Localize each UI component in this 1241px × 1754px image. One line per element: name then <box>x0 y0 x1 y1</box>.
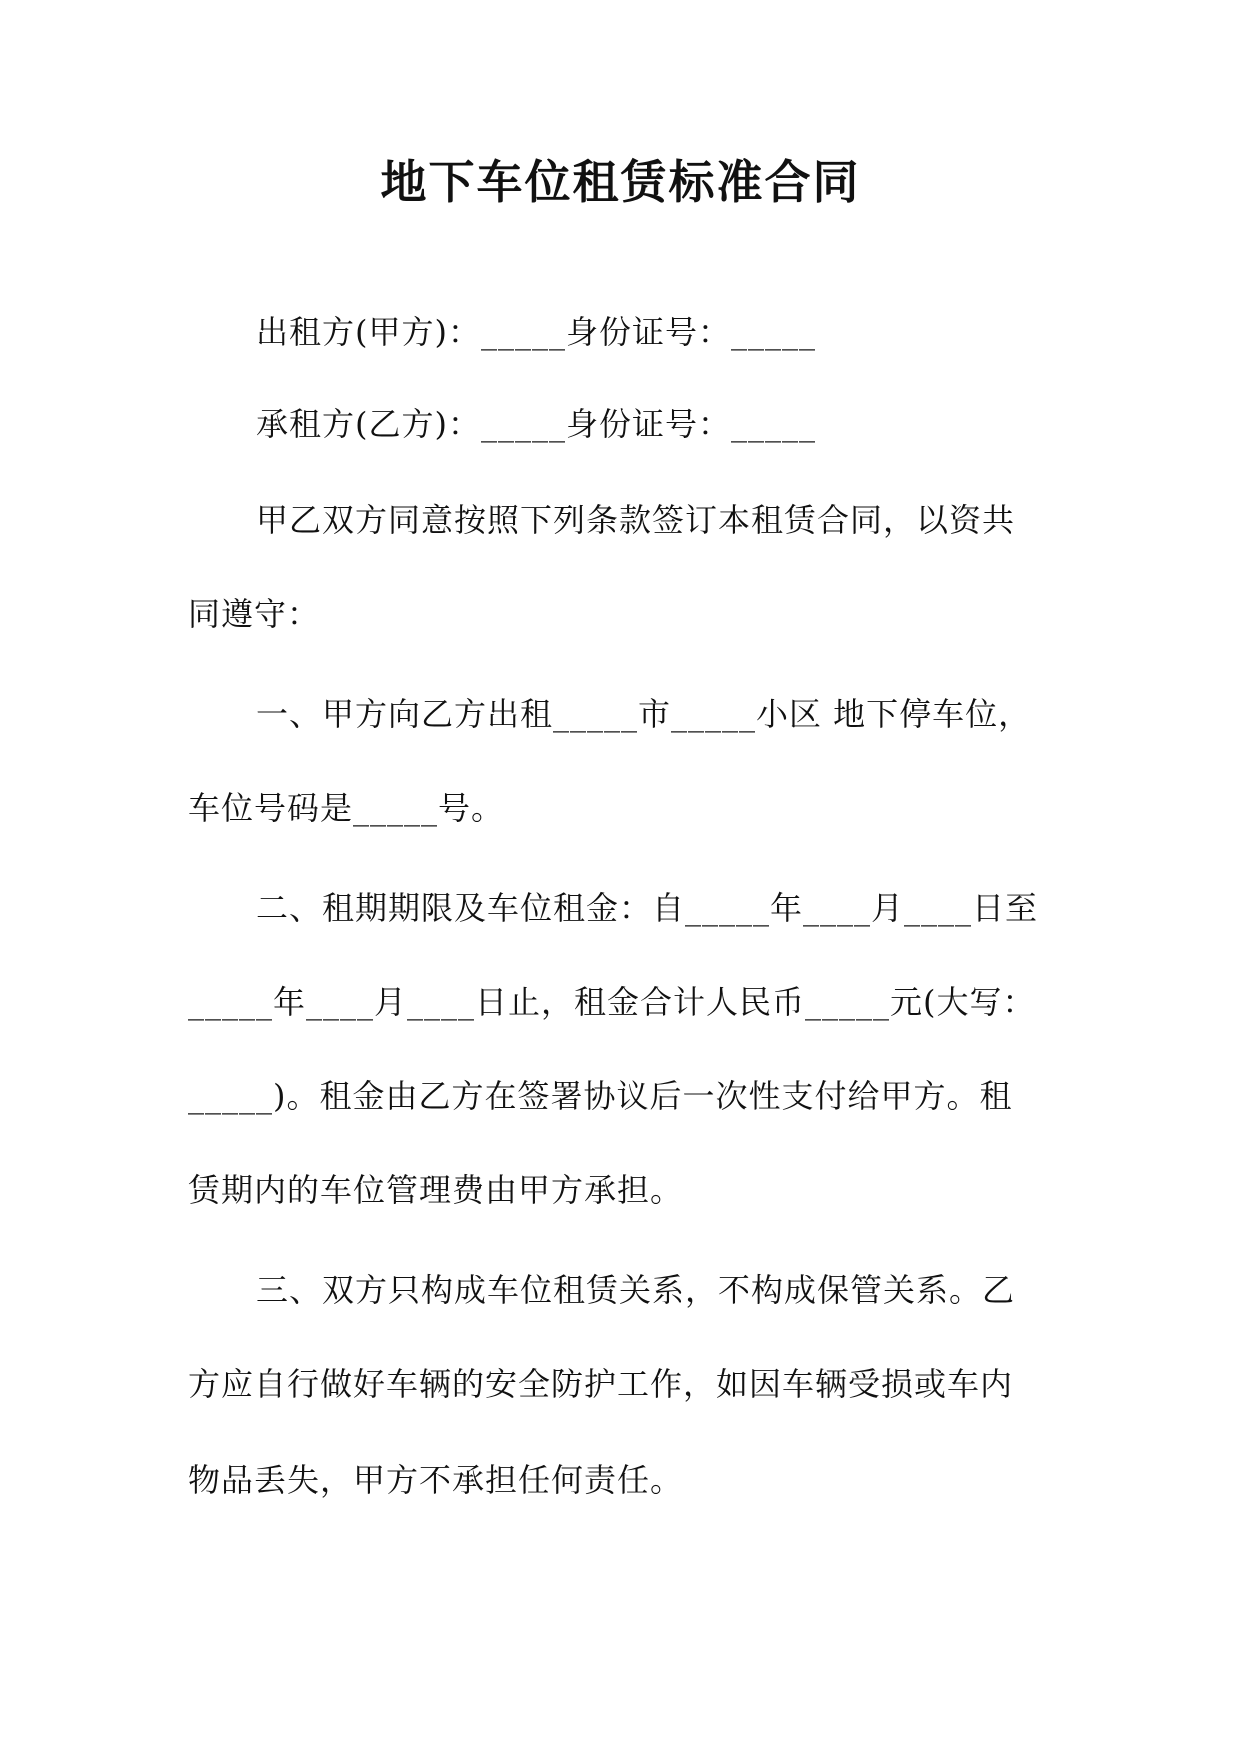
clause-3-line-3: 物品丢失，甲方不承担任何责任。 <box>188 1461 684 1499</box>
clause-2-line-1: 二、租期期限及车位租金：自_____年____月____日至 <box>256 889 1039 927</box>
clause-2-line-4: 赁期内的车位管理费由甲方承担。 <box>188 1171 684 1209</box>
clause-2-line-2: _____年____月____日止，租金合计人民币_____元(大写： <box>188 983 1036 1021</box>
preamble-line-2: 同遵守： <box>188 595 321 633</box>
clause-1-line-1: 一、甲方向乙方出租_____市_____小区 地下停车位， <box>256 695 1032 733</box>
document-title: 地下车位租赁标准合同 <box>380 155 861 209</box>
clause-1-line-2: 车位号码是_____号。 <box>188 789 505 827</box>
clause-3-line-1: 三、双方只构成车位租赁关系，不构成保管关系。乙 <box>256 1271 1016 1309</box>
lessor-line: 出租方(甲方)：_____身份证号：_____ <box>256 313 816 351</box>
lessee-line: 承租方(乙方)：_____身份证号：_____ <box>256 405 816 443</box>
preamble-line-1: 甲乙双方同意按照下列条款签订本租赁合同，以资共 <box>256 501 1016 539</box>
clause-3-line-2: 方应自行做好车辆的安全防护工作，如因车辆受损或车内 <box>188 1365 1014 1403</box>
clause-2-line-3: _____)。租金由乙方在签署协议后一次性支付给甲方。租 <box>188 1077 1013 1115</box>
